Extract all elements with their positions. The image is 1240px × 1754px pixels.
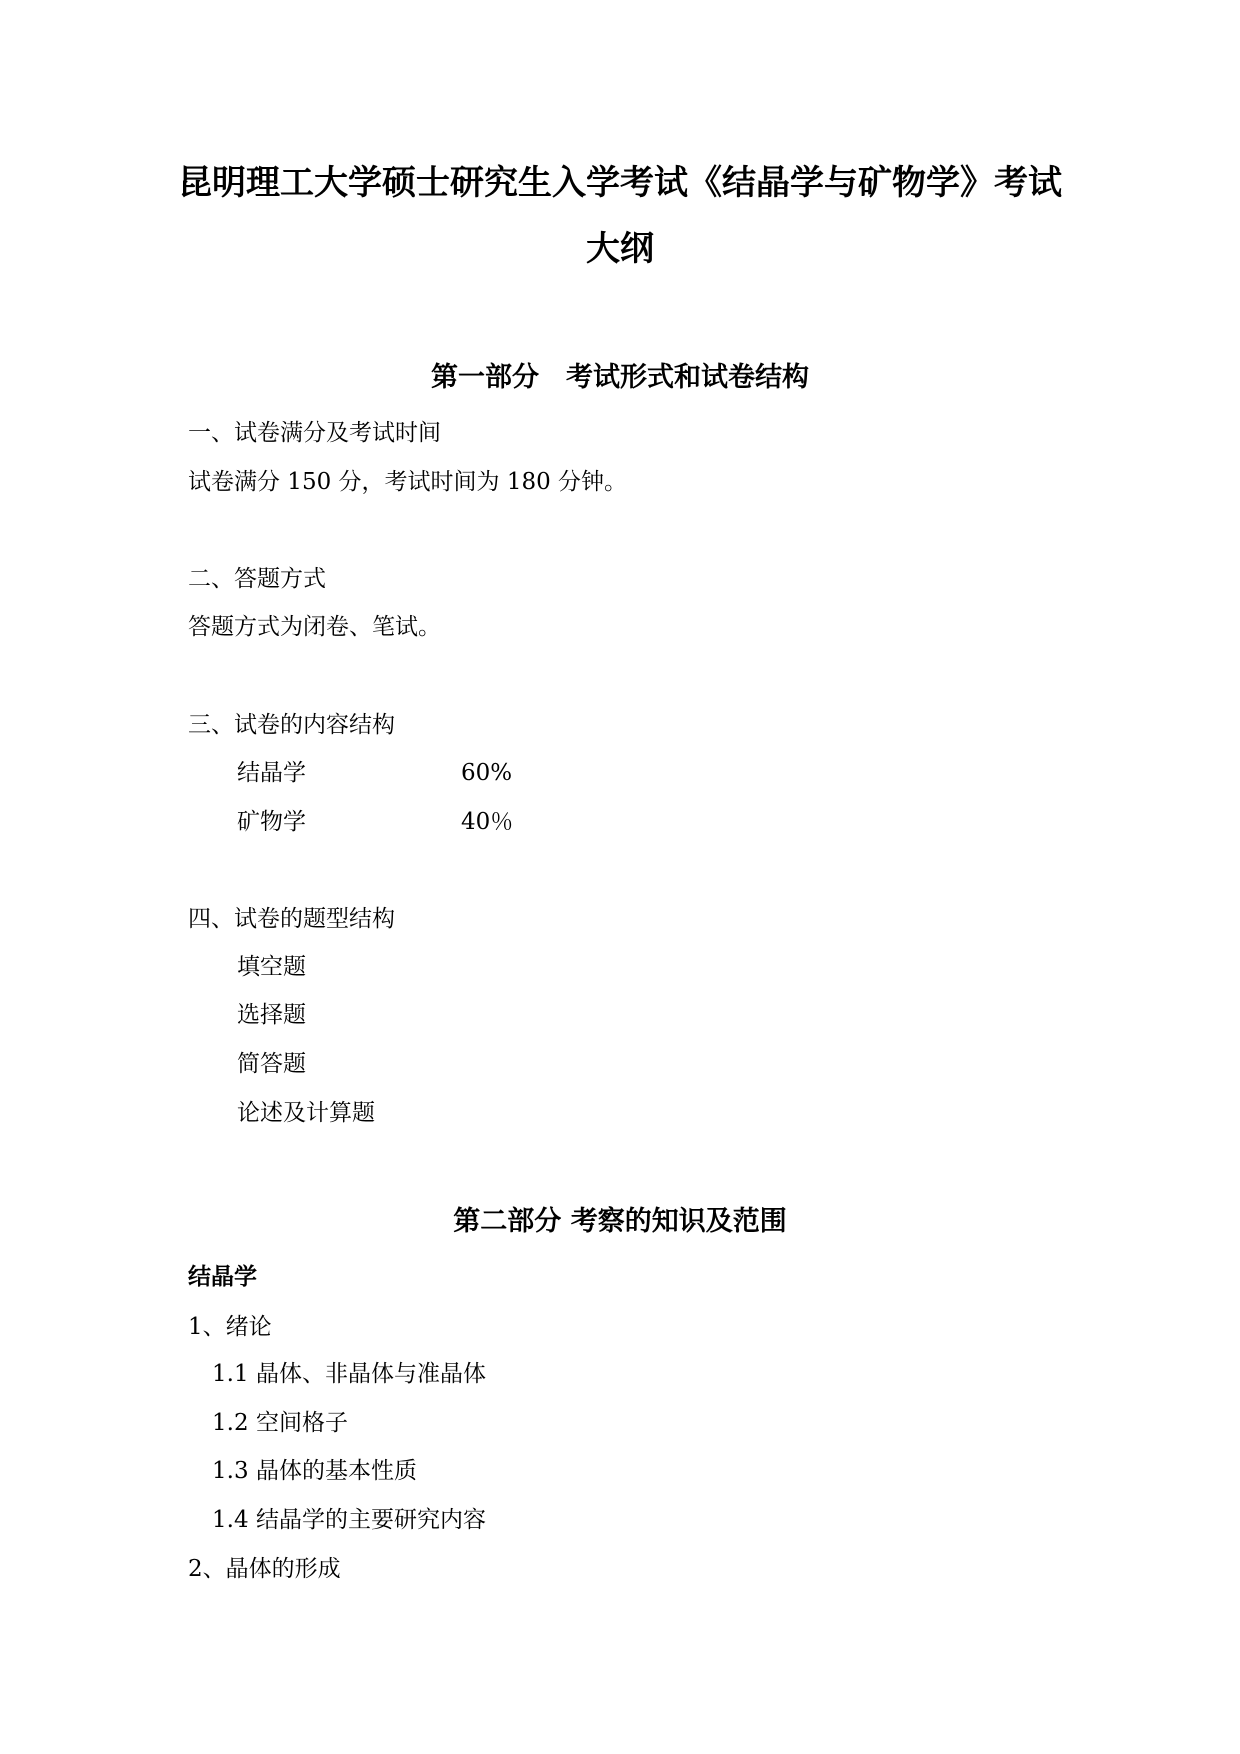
content-row-name: 矿物学 bbox=[237, 809, 306, 835]
part1-heading: 第一部分 考试形式和试卷结构 bbox=[431, 362, 809, 393]
chapter1-item bbox=[212, 1505, 486, 1535]
section1-text: 试卷满分 150 分，考试时间为 180 分钟。 bbox=[188, 469, 628, 495]
content-row-pct: 40％ bbox=[461, 809, 514, 835]
section1-heading: 一、试卷满分及考试时间 bbox=[188, 420, 441, 446]
chapter1-item bbox=[212, 1456, 417, 1486]
item-text: 空间格子 bbox=[256, 1410, 348, 1436]
part2-heading: 第二部分 考察的知识及范围 bbox=[453, 1206, 787, 1237]
doc-title-line1: 昆明理工大学硕士研究生入学考试《结晶学与矿物学》考试 bbox=[178, 163, 1062, 203]
question-type-item: 简答题 bbox=[237, 1051, 306, 1077]
question-type-item: 填空题 bbox=[237, 954, 306, 980]
item-text: 结晶学的主要研究内容 bbox=[256, 1507, 486, 1533]
content-row-name: 结晶学 bbox=[237, 760, 306, 786]
doc-title-line2: 大纲 bbox=[586, 229, 654, 269]
content-row-pct: 60% bbox=[461, 760, 513, 786]
item-number: 1.4 bbox=[212, 1507, 249, 1533]
item-text: 晶体的基本性质 bbox=[256, 1458, 417, 1484]
chapter1-heading: 1、绪论 bbox=[188, 1314, 272, 1340]
chapter1-item bbox=[212, 1408, 348, 1438]
section2-heading: 二、答题方式 bbox=[188, 566, 326, 592]
chapter1-item bbox=[212, 1359, 486, 1389]
section3-heading: 三、试卷的内容结构 bbox=[188, 712, 395, 738]
question-type-item: 论述及计算题 bbox=[237, 1100, 375, 1126]
question-type-item: 选择题 bbox=[237, 1002, 306, 1028]
item-text: 晶体、非晶体与准晶体 bbox=[256, 1361, 486, 1387]
item-number: 1.1 bbox=[212, 1361, 249, 1387]
item-number: 1.2 bbox=[212, 1410, 249, 1436]
section2-text: 答题方式为闭卷、笔试。 bbox=[188, 614, 441, 640]
subject-heading: 结晶学 bbox=[188, 1263, 257, 1290]
section4-heading: 四、试卷的题型结构 bbox=[188, 906, 395, 932]
item-number: 1.3 bbox=[212, 1458, 249, 1484]
chapter2-heading: 2、晶体的形成 bbox=[188, 1556, 341, 1582]
